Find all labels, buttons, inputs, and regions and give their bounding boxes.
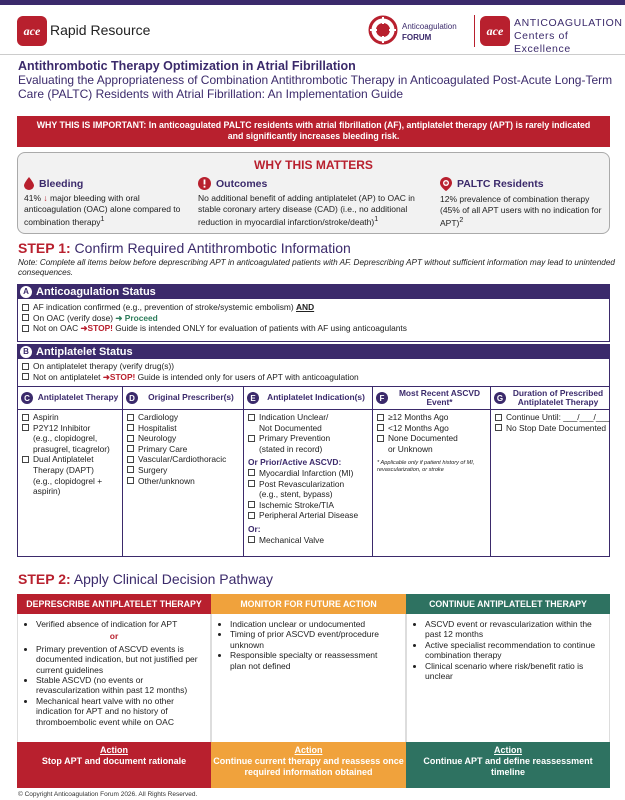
- checklist-item[interactable]: [248, 468, 368, 479]
- item-text: Ischemic Stroke/TIA: [259, 499, 334, 510]
- bullet: • Mechanical heart valve with no other indication for APT and no history of thromboembolic event while on OAC: [36, 696, 200, 727]
- outcomes-column: [198, 177, 430, 227]
- section-b-letter: B: [20, 346, 32, 358]
- checkbox[interactable]: [22, 424, 29, 431]
- paltc-head-text: PALTC Residents: [457, 178, 544, 190]
- checkbox[interactable]: [377, 424, 384, 431]
- arrow-right-icon: ➜: [102, 371, 110, 382]
- page-subtitle: Evaluating the Appropriateness of Combination Antithrombotic Therapy in Anticoagulated Post-Acute Long-Term Care (PALTC) Residents with Atrial Fibrillation: An Implementation Guide: [18, 73, 613, 101]
- checkbox[interactable]: [127, 445, 134, 452]
- outcomes-heading: [198, 177, 430, 190]
- bullet: • Active specialist recommendation to continue combination therapy: [425, 640, 599, 661]
- down-arrow-icon: ↓: [43, 193, 48, 203]
- checklist-item[interactable]: [248, 500, 368, 511]
- item-subtext: prasugrel, ticagrelor): [33, 443, 110, 454]
- checkbox[interactable]: [127, 477, 134, 484]
- step2-label: STEP 2:: [18, 571, 71, 587]
- item-subtext: aspirin): [33, 486, 61, 497]
- checklist-item[interactable]: [495, 423, 605, 434]
- checklist-item[interactable]: [22, 323, 605, 334]
- column-g-body: [491, 410, 609, 435]
- checkbox[interactable]: [495, 414, 502, 421]
- or-divider: or: [109, 631, 119, 642]
- checkbox[interactable]: [248, 435, 255, 442]
- checkbox[interactable]: [127, 456, 134, 463]
- section-b-body: [17, 359, 610, 387]
- or-heading: Or:: [248, 523, 261, 534]
- step1-label: STEP 1:: [18, 240, 71, 256]
- checkbox[interactable]: [248, 469, 255, 476]
- checklist-item[interactable]: [127, 476, 239, 487]
- item-text: Aspirin: [33, 412, 59, 422]
- item-text: Not on OAC: [33, 323, 79, 333]
- checklist-item[interactable]: [127, 423, 239, 434]
- ascvd-heading: Or Prior/Active ASCVD:: [248, 457, 342, 468]
- checklist-item[interactable]: [127, 454, 239, 465]
- item-text: Post Revascularization: [259, 478, 345, 489]
- step1-heading: [18, 240, 351, 256]
- item-text: Mechanical Valve: [259, 534, 325, 545]
- item-text: On OAC (verify dose): [33, 312, 114, 323]
- paltc-desc: 12% prevalence of combination therapy (45% of all APT users with no indication for APT): [440, 194, 602, 228]
- af-logo-line2: FORUM: [402, 33, 432, 42]
- action-label: Action: [494, 745, 522, 755]
- monitor-action: [211, 742, 406, 788]
- outcomes-ref: 1: [374, 215, 379, 223]
- bullet: • Stable ASCVD (no events or revascularization within past 12 months): [36, 675, 200, 696]
- bullet: • Verified absence of indication for APT: [36, 619, 200, 629]
- rapid-resource-title: Rapid Resource: [50, 22, 151, 38]
- coe-line2: Centers of Excellence: [514, 30, 571, 55]
- column-d: [123, 387, 244, 556]
- checkbox[interactable]: [377, 414, 384, 421]
- item-text: Peripheral Arterial Disease: [259, 510, 359, 521]
- column-e: [244, 387, 373, 556]
- step1-note: Note: Complete all items below before deprescribing APT in anticoagulated patients with AF. Deprescribing APT without sufficient information may lead to unintended consequences.: [18, 258, 615, 277]
- checklist-item[interactable]: [127, 465, 239, 476]
- section-b-title: Antiplatelet Status: [36, 345, 133, 358]
- step2-heading: [18, 571, 273, 587]
- column-d-body: [123, 410, 243, 488]
- checklist-item[interactable]: [22, 313, 605, 324]
- anticoagulation-forum-logo-icon: [368, 15, 398, 45]
- info-grid: [17, 386, 610, 557]
- bullet: • Primary prevention of ASCVD events is documented indication, but not justified per current guidelines: [36, 644, 200, 675]
- copyright: © Copyright Anticoagulation Forum 2026. All Rights Reserved.: [18, 791, 198, 798]
- ascvd-footnote: * Applicable only if patient history of MI, revascularization, or stroke: [377, 460, 475, 474]
- item-text: Myocardial Infarction (MI): [259, 467, 354, 478]
- action-text: Continue APT and define reassessment timeline: [423, 756, 593, 777]
- bullet: • ASCVD event or revascularization within the past 12 months: [425, 619, 599, 640]
- checklist-item[interactable]: [248, 510, 368, 521]
- checkbox[interactable]: [248, 414, 255, 421]
- column-f-letter: F: [376, 392, 388, 404]
- why-important-banner: WHY THIS IS IMPORTANT: In anticoagulated PALTC residents with atrial fibrillation (AF), antiplatelet therapy (APT) is rarely indicated and significantly increases bleeding risk.: [17, 116, 610, 147]
- af-logo-line1: Anticoagulation: [402, 22, 457, 31]
- checkbox[interactable]: [22, 325, 29, 332]
- action-text: Continue current therapy and reassess once required information obtained: [213, 756, 404, 777]
- continue-column: [406, 594, 610, 788]
- section-b-header: [17, 344, 610, 359]
- header-divider: [474, 15, 475, 47]
- checklist-item[interactable]: [248, 412, 368, 423]
- section-a-letter: A: [20, 286, 32, 298]
- and-text: AND: [295, 302, 315, 312]
- arrow-right-icon: ➜: [115, 312, 123, 323]
- item-text: <12 Months Ago: [388, 422, 449, 433]
- bullet: • Indication unclear or undocumented: [230, 619, 395, 629]
- column-g-title: Duration of Prescribed Antiplatelet Therapy: [512, 387, 604, 407]
- paltc-text: [440, 194, 602, 228]
- bleeding-desc: major bleeding with oral anticoagulation (OAC) alone compared to combination therapy: [24, 193, 181, 227]
- checklist-item[interactable]: [127, 444, 239, 455]
- item-subtext: (e.g., clopidogrel,: [33, 433, 98, 444]
- item-text: Vascular/Cardiothoracic: [138, 454, 227, 465]
- blood-drop-icon: [24, 177, 34, 190]
- item-rest-text: Guide is intended ONLY for evaluation of patients with AF using anticoagulants: [115, 323, 407, 333]
- continue-action: [406, 742, 610, 788]
- deprescribe-body: [17, 614, 211, 742]
- monitor-column: [211, 594, 406, 788]
- bleeding-heading: [24, 177, 199, 190]
- checklist-item[interactable]: [248, 535, 368, 546]
- checkbox[interactable]: [377, 435, 384, 442]
- column-c-body: [18, 410, 122, 499]
- bleeding-ref: 1: [100, 215, 105, 223]
- stop-text: STOP!: [87, 323, 113, 333]
- item-text: Neurology: [138, 433, 177, 444]
- column-f-body: [373, 410, 490, 476]
- checklist-item[interactable]: [22, 361, 605, 372]
- column-d-title: Original Prescriber(s): [148, 392, 234, 403]
- why-this-matters-title: WHY THIS MATTERS: [254, 158, 373, 172]
- checkbox[interactable]: [248, 512, 255, 519]
- checklist-item[interactable]: [127, 433, 239, 444]
- page-title: Antithrombotic Therapy Optimization in Atrial Fibrillation: [18, 59, 356, 73]
- column-e-body: [244, 410, 372, 547]
- item-text: No Stop Date Documented: [506, 422, 607, 433]
- column-e-header: [244, 387, 372, 410]
- column-c-letter: C: [21, 392, 33, 404]
- step2-title: Apply Clinical Decision Pathway: [73, 571, 273, 587]
- item-subtext: (stated in record): [259, 443, 323, 454]
- item-text: ≥12 Months Ago: [388, 412, 449, 422]
- column-f-title: Most Recent ASCVD Event*: [398, 387, 481, 407]
- checkbox[interactable]: [495, 424, 502, 431]
- section-a-body: [17, 299, 610, 342]
- checkbox[interactable]: [248, 480, 255, 487]
- deprescribe-header: DEPRESCRIBE ANTIPLATELET THERAPY: [17, 594, 211, 614]
- checklist-item[interactable]: [22, 302, 605, 313]
- arrow-right-icon: ➜: [80, 323, 88, 333]
- outcomes-desc: No additional benefit of adding antiplatelet (AP) to OAC in stable coronary artery disease (CAD) (i.e., no additional reduction in myocardial infarction/stroke/death): [198, 193, 415, 227]
- column-c-title: Antiplatelet Therapy: [37, 392, 119, 403]
- item-text: Not on antiplatelet: [33, 371, 101, 382]
- checkbox[interactable]: [248, 536, 255, 543]
- item-text: Continue Until: ___/___/___: [506, 412, 610, 422]
- ace-logo: ace: [17, 16, 47, 46]
- column-d-letter: D: [126, 392, 138, 404]
- bleeding-text: [24, 193, 199, 227]
- column-f-header: [373, 387, 490, 410]
- checkbox[interactable]: [22, 304, 29, 311]
- item-text: Surgery: [138, 464, 168, 475]
- step1-title: Confirm Required Antithrombotic Information: [74, 240, 351, 256]
- monitor-body: [211, 614, 406, 742]
- coe-line1: ANTICOAGULATION: [514, 17, 623, 29]
- checklist-item[interactable]: [127, 412, 239, 423]
- checklist-item[interactable]: [22, 372, 605, 383]
- item-text: Other/unknown: [138, 475, 195, 486]
- item-text: Dual Antiplatelet: [33, 454, 94, 465]
- column-d-header: [123, 387, 243, 410]
- proceed-text: Proceed: [124, 312, 158, 323]
- continue-body: [406, 614, 610, 742]
- bleeding-head-text: Bleeding: [39, 177, 84, 190]
- af-logo-text: [402, 21, 457, 43]
- checklist-item[interactable]: [377, 423, 486, 434]
- item-text: None Documented: [388, 433, 458, 444]
- item-rest-text: Guide is intended only for users of APT with anticoagulation: [137, 371, 359, 382]
- stop-text: STOP!: [109, 371, 136, 382]
- checkbox[interactable]: [22, 363, 29, 370]
- checklist-item[interactable]: [495, 412, 610, 423]
- checkbox[interactable]: [127, 414, 134, 421]
- item-text: Primary Care: [138, 443, 188, 454]
- checklist-item[interactable]: [22, 412, 118, 423]
- bullet: • Clinical scenario where risk/benefit ratio is unclear: [425, 661, 599, 682]
- column-g-header: [491, 387, 609, 410]
- checklist-item[interactable]: [248, 479, 368, 490]
- item-subtext: (e.g., stent, bypass): [259, 489, 333, 500]
- column-g-letter: G: [494, 392, 506, 404]
- paltc-column: [440, 177, 602, 228]
- item-subtext: Therapy (DAPT): [33, 464, 94, 475]
- checkbox[interactable]: [22, 414, 29, 421]
- bleeding-percent: 41%: [24, 193, 42, 203]
- checkbox[interactable]: [22, 314, 29, 321]
- checkbox[interactable]: [127, 424, 134, 431]
- ace-logo-right: ace: [480, 16, 510, 46]
- section-a-title: Anticoagulation Status: [36, 285, 156, 298]
- checkbox[interactable]: [127, 466, 134, 473]
- item-subtext: Not Documented: [259, 422, 322, 433]
- column-g: [491, 387, 609, 556]
- column-e-title: Antiplatelet Indication(s): [267, 392, 365, 403]
- item-text: P2Y12 Inhibitor: [33, 422, 91, 433]
- paltc-ref: 2: [459, 216, 464, 224]
- item-text: Primary Prevention: [259, 433, 331, 444]
- column-e-letter: E: [247, 392, 259, 404]
- item-text: Indication Unclear/: [259, 412, 329, 422]
- paltc-heading: [440, 177, 602, 191]
- checklist-item[interactable]: [377, 412, 486, 423]
- action-label: Action: [294, 745, 323, 755]
- action-text: Stop APT and document rationale: [41, 756, 187, 766]
- checklist-item[interactable]: [248, 433, 368, 444]
- item-text: On antiplatelet therapy (verify drug(s)): [33, 361, 175, 371]
- item-subtext: or Unknown: [388, 443, 433, 454]
- deprescribe-action: [17, 742, 211, 788]
- section-a-header: [17, 284, 610, 299]
- why-this-matters-box: [17, 152, 610, 234]
- checklist-item[interactable]: [22, 423, 118, 434]
- alert-icon: [198, 177, 211, 190]
- decision-pathway: [17, 594, 610, 788]
- item-text: AF indication confirmed (e.g., prevention of stroke/systemic embolism): [33, 302, 294, 312]
- outcomes-text: [198, 193, 430, 227]
- outcomes-head-text: Outcomes: [216, 177, 268, 190]
- checkbox[interactable]: [248, 501, 255, 508]
- column-c-header: [18, 387, 122, 410]
- monitor-header: MONITOR FOR FUTURE ACTION: [211, 594, 406, 614]
- bullet: • Timing of prior ASCVD event/procedure unknown: [230, 629, 395, 650]
- checkbox[interactable]: [22, 373, 29, 380]
- page-header: [0, 5, 625, 55]
- location-pin-icon: [440, 177, 452, 191]
- item-subtext: (e.g., clopidogrel +: [33, 475, 103, 486]
- column-c: [18, 387, 123, 556]
- item-text: Hospitalist: [138, 422, 177, 433]
- bleeding-column: [24, 177, 199, 227]
- deprescribe-column: [17, 594, 211, 788]
- centers-of-excellence-text: [514, 17, 625, 56]
- action-label: Action: [100, 745, 128, 755]
- item-text: Cardiology: [138, 412, 179, 422]
- checkbox[interactable]: [127, 435, 134, 442]
- bullet: • Responsible specialty or reassessment plan not defined: [230, 650, 395, 671]
- checklist-item[interactable]: [22, 454, 118, 465]
- continue-header: CONTINUE ANTIPLATELET THERAPY: [406, 594, 610, 614]
- checkbox[interactable]: [22, 456, 29, 463]
- column-f: [373, 387, 491, 556]
- checklist-item[interactable]: [377, 433, 486, 444]
